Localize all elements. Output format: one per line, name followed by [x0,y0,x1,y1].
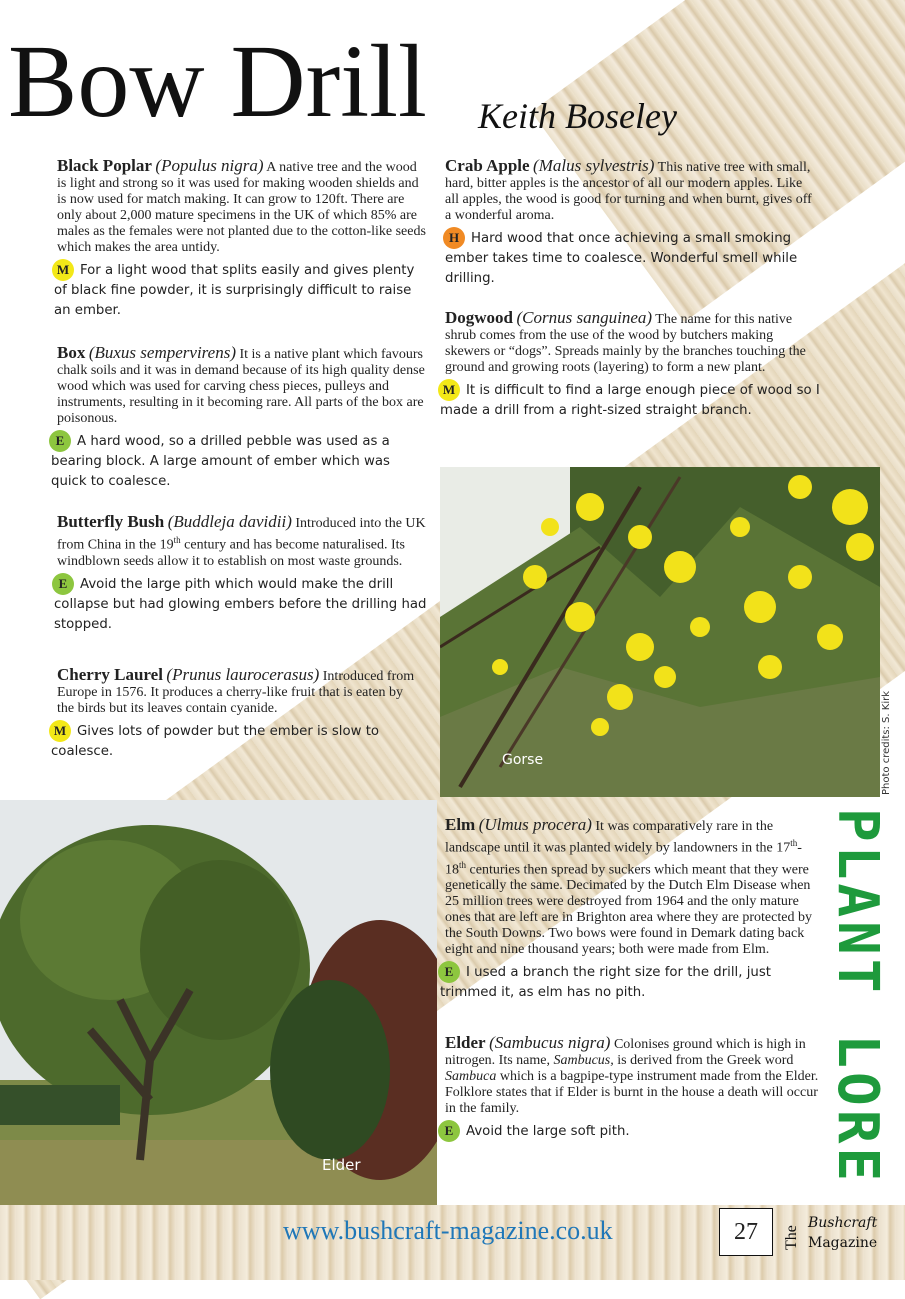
entry-text: The name for this native shrub comes from the use of the wood by butchers making skewers or “dogs”. Spreads mainly by the branches touching the ground and growing roots (layering) to form a new plant. [445,312,806,375]
entry-box [51,343,429,492]
website-link[interactable]: www.bushcraft-magazine.co.uk [283,1216,613,1245]
entry-note [445,227,815,289]
difficulty-badge-m: M [52,259,74,281]
gorse-caption: Gorse [502,752,544,768]
entry-name: Crab Apple [445,156,530,175]
entry-note [440,379,820,421]
difficulty-badge-e: E [438,1120,460,1142]
entry-text: A native tree and the wood is light and strong so it was used for making wooden shields and is now used for match making. It can grow to 120ft. There are only about 2,000 mature specimens in the UK of which 85% are males as the females were not planted due to the cotton-like seeds which makes the area untidy. [57,160,426,255]
entry-latin: (Prunus laurocerasus) [166,665,320,684]
entry-name: Black Poplar [57,156,152,175]
entry-note [440,1120,820,1142]
elder-image [0,800,437,1205]
note-text: Hard wood that once achieving a small smoking ember takes time to coalesce. Wonderful smell while drilling. [445,231,798,286]
superscript: th [459,859,467,870]
entry-latin: (Buddleja davidii) [167,512,292,531]
gorse-photo [440,467,880,797]
note-text: It is difficult to find a large enough piece of wood so I made a drill from a right-sized straight branch. [440,383,820,418]
difficulty-badge-e: E [52,573,74,595]
entry-latin: (Malus sylvestris) [533,156,655,175]
entry-name: Dogwood [445,308,514,327]
entry-latin: (Cornus sanguinea) [516,308,653,327]
magazine-the: The [783,1225,800,1250]
gorse-image [440,467,880,797]
magazine-name [808,1213,877,1253]
entry-text: century and has become naturalised. Its windblown seeds allow it to establish on most waste grounds. [57,537,405,569]
entry-cherry-laurel [51,665,415,762]
entry-latin: (Sambucus nigra) [489,1033,611,1052]
note-text: A hard wood, so a drilled pebble was used as a bearing block. A large amount of ember which was quick to coalesce. [51,434,390,489]
entry-text: Introduced from Europe in 1576. It produces a cherry-like fruit that is eaten by the birds but its leaves contain cyanide. [57,669,415,716]
entry-text-italic: Sambucus, [553,1053,614,1068]
author-name: Keith Boseley [478,96,677,136]
entry-text: It was comparatively rare in the landscape until it was planted widely by landowners in the 17 [445,819,791,856]
entry-crab-apple [445,158,815,289]
section-label-plant-lore [825,808,898,1188]
entry-dogwood [440,308,820,421]
photo-credit: Photo credits: S. Kirk [881,691,892,795]
entry-text-italic: Sambuca [445,1069,497,1084]
entry-note [51,720,381,762]
entry-latin: (Ulmus procera) [478,815,592,834]
entry-name: Elder [445,1033,486,1052]
entry-text: is derived from the Greek word [613,1053,794,1068]
entry-latin: (Populus nigra) [155,156,264,175]
entry-elm [440,815,820,1003]
page-number: 27 [719,1208,773,1256]
entry-text: -18 [445,840,802,878]
magazine-name-line1: Bushcraft [808,1215,878,1231]
note-text: Avoid the large pith which would make the drill collapse but had glowing embers before the drilling had stopped. [54,576,427,632]
entry-note [51,430,429,492]
entry-name: Box [57,343,86,362]
superscript: th [790,838,798,848]
difficulty-badge-m: M [438,379,460,401]
entry-text: Colonises ground which is high in nitrogen. Its name, [445,1037,806,1068]
magazine-name-line2: Magazine [808,1235,878,1251]
article-title: Bow Drill [8,24,427,139]
superscript: th [173,535,181,545]
entry-name: Cherry Laurel [57,665,163,684]
note-text: Gives lots of powder but the ember is slow to coalesce. [51,724,380,759]
section-label-text: PLANT LORE [825,808,890,1186]
note-text: For a light wood that splits easily and gives plenty of black fine powder, it is surprisingly difficult to raise an ember. [54,263,415,318]
entry-butterfly-bush [54,512,432,635]
entry-text: This native tree with small, hard, bitter apples is the ancestor of all our modern apples. Like all apples, the wood is good for turning and when burnt, gives off a wonderful aroma. [445,160,812,223]
entry-elder [445,1035,820,1142]
entry-text: It is a native plant which favours chalk soils and it was in demand because of its high quality dense wood which was used for carving chess pieces, pulleys and instruments, resulting in it becoming rare. All parts of the box are poisonous. [57,347,425,426]
elder-caption: Elder [322,1156,361,1174]
note-text: Avoid the large soft pith. [466,1124,630,1139]
entry-note [54,573,432,635]
entry-name: Butterfly Bush [57,512,165,531]
entry-note [440,961,820,1003]
difficulty-badge-e: E [49,430,71,452]
entry-latin: (Buxus sempervirens) [88,343,236,362]
elder-photo [0,800,437,1205]
entry-black-poplar [54,156,429,321]
difficulty-badge-e: E [438,961,460,983]
difficulty-badge-h: H [443,227,465,249]
difficulty-badge-m: M [49,720,71,742]
entry-note [54,259,429,321]
entry-text: Introduced into the UK from China in the 19 [57,516,426,553]
entry-text: which is a bagpipe-type instrument made from the Elder. Folklore states that if Elder is burnt in the house a death will occur in the family. [445,1069,819,1116]
entry-name: Elm [445,815,476,834]
note-text: I used a branch the right size for the drill, just trimmed it, as elm has no pith. [440,965,771,1001]
entry-text: centuries then spread by suckers which meant that they were genetically the same. Decimated by the Dutch Elm Disease when 25 million trees were destroyed from 1964 and the only mature ones that are left are in Brighton area where they are protected by the South Downs. Two bows were found in Demark dating back eight and nine thousand years; both were made from Elm. [445,862,812,958]
